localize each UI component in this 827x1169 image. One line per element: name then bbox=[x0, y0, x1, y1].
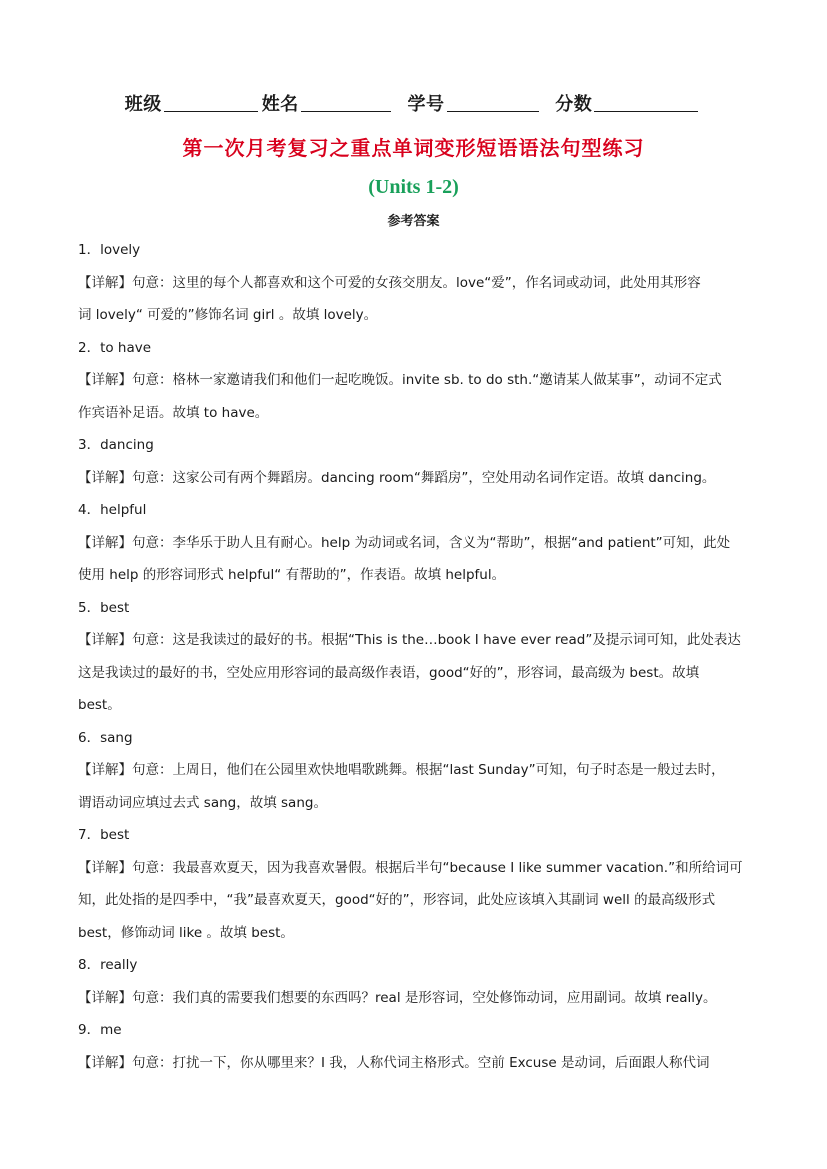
answer-list bbox=[78, 234, 750, 1079]
explanation-line: 【详解】句意：格林一家邀请我们和他们一起吃晚饭。invite sb. to do sth.“邀请某人做某事”，动词不定式 bbox=[78, 372, 722, 388]
explanation-line: 【详解】句意：这里的每个人都喜欢和这个可爱的女孩交朋友。love“爱”，作名词或动词，此处用其形容 bbox=[78, 274, 701, 291]
explanation-line: 【详解】句意：上周日，他们在公园里欢快地唱歌跳舞。根据“last Sunday”可知，句子时态是一般过去时， bbox=[78, 762, 725, 778]
explanation-line: 【详解】句意：打扰一下，你从哪里来？I 我，人称代词主格形式。空前 Excuse 是动词，后面跟人称代词 bbox=[78, 1054, 710, 1071]
answer-line: 5．best bbox=[78, 599, 130, 616]
explanation-line: best，修饰动词 like 。故填 best。 bbox=[78, 924, 294, 941]
answer-line: 1．lovely bbox=[78, 242, 141, 258]
name-blank bbox=[301, 93, 391, 112]
explanation-line: 【详解】句意：李华乐于助人且有耐心。help 为动词或名词，含义为“帮助”，根据“and patient”可知，此处 bbox=[78, 534, 731, 551]
explanation-line: 谓语动词应填过去式 sang，故填 sang。 bbox=[78, 794, 327, 811]
class-blank bbox=[164, 93, 258, 112]
student-no-label: 学号 bbox=[407, 94, 445, 115]
name-label: 姓名 bbox=[261, 94, 299, 115]
explanation-line: 【详解】句意：这是我读过的最好的书。根据“This is the…book I have ever read”及提示词可知，此处表达 bbox=[78, 632, 741, 648]
explanation-line: best。 bbox=[78, 697, 121, 713]
explanation-line: 【详解】句意：我最喜欢夏天，因为我喜欢暑假。根据后半句“because I like summer vacation.”和所给词可 bbox=[78, 859, 743, 876]
class-label: 班级 bbox=[124, 94, 162, 115]
units-heading: (Units 1-2) bbox=[368, 176, 459, 198]
explanation-line: 知，此处指的是四季中，“我”最喜欢夏天，good“好的”，形容词，此处应该填入其副词 well 的最高级形式 bbox=[78, 892, 716, 908]
answer-line: 4．helpful bbox=[78, 502, 147, 518]
explanation-line: 这是我读过的最好的书，空处应用形容词的最高级作表语，good“好的”，形容词，最高级为 best。故填 bbox=[78, 664, 700, 681]
explanation-line: 【详解】句意：这家公司有两个舞蹈房。dancing room“舞蹈房”，空处用动名词作定语。故填 dancing。 bbox=[78, 469, 716, 486]
answer-line: 3．dancing bbox=[78, 437, 154, 453]
student-no-blank bbox=[447, 93, 539, 112]
explanation-line: 作宾语补足语。故填 to have。 bbox=[78, 404, 269, 421]
explanation-line: 【详解】句意：我们真的需要我们想要的东西吗？real 是形容词，空处修饰动词，应用副词。故填 really。 bbox=[78, 989, 717, 1006]
answer-line: 6．sang bbox=[78, 729, 133, 746]
answer-key-heading: 参考答案 bbox=[387, 214, 440, 229]
score-label: 分数 bbox=[555, 94, 593, 115]
explanation-line: 词 lovely“ 可爱的”修饰名词 girl 。故填 lovely。 bbox=[78, 307, 378, 323]
answer-line: 9．me bbox=[78, 1022, 122, 1038]
answer-line: 8．really bbox=[78, 957, 138, 973]
score-blank bbox=[594, 93, 698, 112]
document-title: 第一次月考复习之重点单词变形短语语法句型练习 bbox=[182, 136, 645, 160]
answer-line: 2．to have bbox=[78, 339, 152, 356]
explanation-line: 使用 help 的形容词形式 helpful“ 有帮助的”，作表语。故填 helpful。 bbox=[78, 567, 506, 583]
answer-line: 7．best bbox=[78, 827, 130, 843]
student-info-row bbox=[0, 90, 827, 116]
